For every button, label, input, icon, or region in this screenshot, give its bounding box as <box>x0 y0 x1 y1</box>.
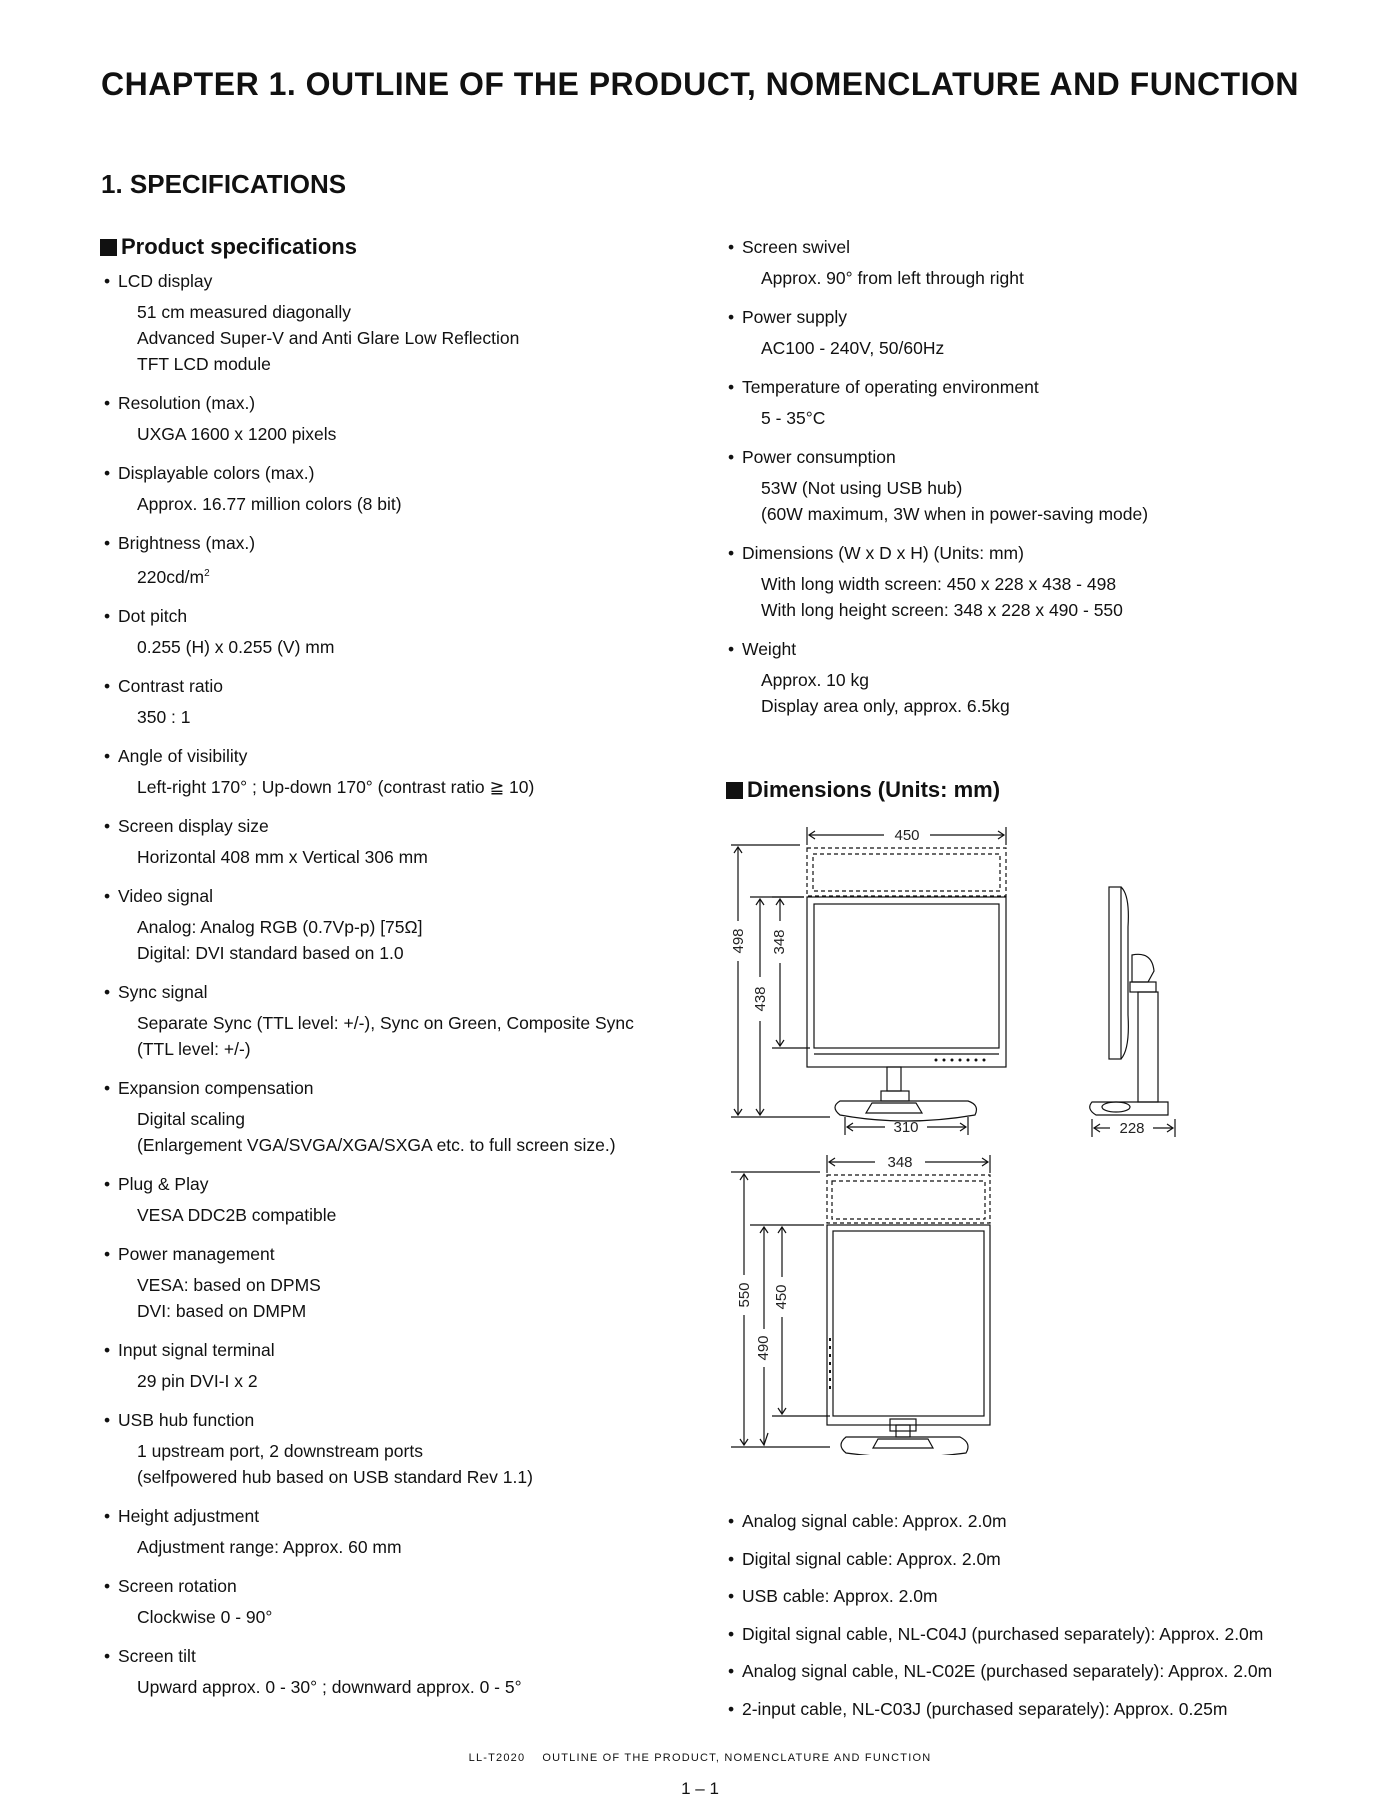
dim-label-490: 490 <box>755 1335 772 1361</box>
page-footer: LL-T2020 OUTLINE OF THE PRODUCT, NOMENCLATURE AND FUNCTION <box>468 1752 932 1764</box>
spec-value: AC100 - 240V, 50/60Hz <box>761 338 945 358</box>
spec-item <box>104 1643 704 1700</box>
spec-value: 1 upstream port, 2 downstream ports (selfpowered hub based on USB standard Rev 1.1) <box>137 1440 533 1487</box>
spec-label: • Angle of visibility <box>104 743 704 769</box>
spec-item <box>104 1573 704 1630</box>
spec-label: • Temperature of operating environment <box>728 374 1328 400</box>
bullet-icon: • <box>104 1645 111 1666</box>
list-item: • 2-input cable, NL-C03J (purchased separately): Approx. 0.25m <box>728 1696 1272 1734</box>
spec-item <box>728 304 1328 361</box>
bullet-icon: • <box>728 377 735 397</box>
bullet-icon: • <box>728 307 735 327</box>
dim-label-438: 438 <box>752 986 769 1012</box>
spec-value: Approx. 16.77 million colors (8 bit) <box>137 494 402 514</box>
spec-item <box>728 540 1328 623</box>
spec-label: • Power supply <box>728 304 1328 330</box>
spec-label: • Dot pitch <box>104 603 704 629</box>
spec-item <box>728 444 1328 527</box>
product-specs-heading: Product specifications <box>100 234 704 260</box>
bullet-icon: • <box>104 605 111 626</box>
section-title: 1. SPECIFICATIONS <box>101 169 347 199</box>
spec-label: • Displayable colors (max.) <box>104 460 704 486</box>
spec-item <box>104 603 704 660</box>
spec-label: • LCD display <box>104 268 704 294</box>
spec-label: • Screen rotation <box>104 1573 704 1599</box>
spec-value: 53W (Not using USB hub) (60W maximum, 3W when in power-saving mode) <box>761 478 1149 524</box>
list-item: • Digital signal cable, NL-C04J (purchased separately): Approx. 2.0m <box>728 1621 1272 1659</box>
spec-item <box>104 268 704 377</box>
spec-label: • Height adjustment <box>104 1503 704 1529</box>
dim-label-450: 450 <box>894 827 920 844</box>
spec-value: 29 pin DVI-I x 2 <box>137 1370 258 1391</box>
bullet-icon: • <box>104 1077 111 1098</box>
bullet-icon: • <box>104 745 111 766</box>
spec-label: • Expansion compensation <box>104 1075 704 1101</box>
spec-value: 5 - 35°C <box>761 408 826 428</box>
spec-item <box>104 743 704 800</box>
spec-value: VESA DDC2B compatible <box>137 1204 337 1225</box>
dim-label-498: 498 <box>730 928 747 954</box>
dimensions-heading: Dimensions (Units: mm) <box>726 777 1000 803</box>
bullet-icon: • <box>728 237 735 257</box>
spec-item <box>104 530 704 590</box>
spec-label: • Screen swivel <box>728 234 1328 260</box>
spec-value: UXGA 1600 x 1200 pixels <box>137 424 337 444</box>
bullet-icon: • <box>728 1586 735 1606</box>
bullet-icon: • <box>104 1173 111 1194</box>
spec-item <box>728 636 1328 719</box>
spec-item <box>104 673 704 730</box>
spec-item <box>104 1171 704 1228</box>
square-bullet-icon <box>726 782 743 799</box>
spec-item <box>104 1337 704 1394</box>
bullet-icon: • <box>104 1409 111 1430</box>
spec-item <box>104 460 704 517</box>
specs-left-column <box>104 234 704 1713</box>
spec-label: • Power management <box>104 1241 704 1267</box>
accessory-cables-list <box>728 1508 1272 1733</box>
spec-label: • Resolution (max.) <box>104 390 704 416</box>
spec-label: • Dimensions (W x D x H) (Units: mm) <box>728 540 1328 566</box>
bullet-icon: • <box>104 1575 111 1596</box>
bullet-icon: • <box>104 981 111 1002</box>
dim-label-310: 310 <box>893 1119 919 1136</box>
spec-value: 0.255 (H) x 0.255 (V) mm <box>137 636 335 657</box>
spec-value: VESA: based on DPMS DVI: based on DMPM <box>137 1274 321 1321</box>
bullet-icon: • <box>104 1339 111 1360</box>
spec-value: 350 : 1 <box>137 706 191 727</box>
dimensions-drawing <box>720 815 1200 1455</box>
dim-label-348-portrait: 348 <box>887 1154 913 1171</box>
square-bullet-icon <box>100 239 117 256</box>
bullet-icon: • <box>728 1548 735 1569</box>
bullet-icon: • <box>104 533 111 553</box>
spec-value: Upward approx. 0 - 30° ; downward approx. 0 - 5° <box>137 1676 522 1697</box>
bullet-icon: • <box>728 543 735 563</box>
bullet-icon: • <box>104 1505 111 1526</box>
bullet-icon: • <box>728 639 735 659</box>
list-item: • Analog signal cable, NL-C02E (purchased separately): Approx. 2.0m <box>728 1658 1272 1696</box>
list-item: • Digital signal cable: Approx. 2.0m <box>728 1546 1272 1584</box>
spec-value: Approx. 10 kg Display area only, approx. 6.5kg <box>761 670 1010 716</box>
page-number: 1 – 1 <box>681 1779 719 1798</box>
spec-label: • Plug & Play <box>104 1171 704 1197</box>
spec-item <box>104 1075 704 1158</box>
spec-label: • USB hub function <box>104 1407 704 1433</box>
spec-value: Approx. 90° from left through right <box>761 268 1024 288</box>
spec-item <box>104 883 704 966</box>
bullet-icon: • <box>104 463 111 483</box>
spec-label: • Power consumption <box>728 444 1328 470</box>
spec-item <box>104 1241 704 1324</box>
dim-label-450-portrait: 450 <box>773 1284 790 1310</box>
spec-value: Adjustment range: Approx. 60 mm <box>137 1536 402 1557</box>
bullet-icon: • <box>728 1511 735 1531</box>
bullet-icon: • <box>104 1243 111 1264</box>
dim-label-550: 550 <box>736 1282 753 1308</box>
spec-item <box>104 1503 704 1560</box>
spec-label: • Weight <box>728 636 1328 662</box>
spec-label: • Video signal <box>104 883 704 909</box>
spec-item <box>104 1407 704 1490</box>
list-item: • Analog signal cable: Approx. 2.0m <box>728 1508 1272 1546</box>
spec-item <box>104 813 704 870</box>
chapter-title: CHAPTER 1. OUTLINE OF THE PRODUCT, NOMENCLATURE AND FUNCTION <box>101 66 1299 102</box>
bullet-icon: • <box>728 1661 735 1681</box>
spec-value: 51 cm measured diagonally Advanced Super-V and Anti Glare Low Reflection TFT LCD module <box>137 302 520 374</box>
bullet-icon: • <box>728 1623 735 1644</box>
bullet-icon: • <box>104 885 111 906</box>
spec-value: Clockwise 0 - 90° <box>137 1606 273 1627</box>
bullet-icon: • <box>104 393 111 413</box>
spec-label: • Sync signal <box>104 979 704 1005</box>
list-item: • USB cable: Approx. 2.0m <box>728 1583 1272 1621</box>
dim-label-348: 348 <box>771 929 788 955</box>
spec-item <box>104 979 704 1062</box>
spec-label: • Brightness (max.) <box>104 530 704 556</box>
spec-value: Horizontal 408 mm x Vertical 306 mm <box>137 846 428 867</box>
spec-item <box>728 374 1328 431</box>
spec-label: • Contrast ratio <box>104 673 704 699</box>
spec-value: Separate Sync (TTL level: +/-), Sync on Green, Composite Sync (TTL level: +/-) <box>137 1012 634 1059</box>
spec-value: Analog: Analog RGB (0.7Vp-p) [75Ω] Digital: DVI standard based on 1.0 <box>137 916 423 963</box>
spec-item <box>728 234 1328 291</box>
spec-value: Left-right 170° ; Up-down 170° (contrast ratio ≧ 10) <box>137 776 535 797</box>
spec-label: • Screen tilt <box>104 1643 704 1669</box>
bullet-icon: • <box>104 271 111 291</box>
bullet-icon: • <box>728 1698 735 1719</box>
bullet-icon: • <box>728 447 735 467</box>
spec-item <box>104 390 704 447</box>
spec-value: Digital scaling (Enlargement VGA/SVGA/XGA/SXGA etc. to full screen size.) <box>137 1108 616 1155</box>
spec-label: • Input signal terminal <box>104 1337 704 1363</box>
bullet-icon: • <box>104 675 111 696</box>
spec-value: $220cd/m^2$ <box>137 566 210 587</box>
bullet-icon: • <box>104 815 111 836</box>
dim-label-228: 228 <box>1119 1120 1145 1137</box>
spec-label: • Screen display size <box>104 813 704 839</box>
specs-right-column <box>728 234 1328 732</box>
spec-value: With long width screen: 450 x 228 x 438 - 498 With long height screen: 348 x 228 x 490 - 550 <box>761 574 1123 620</box>
